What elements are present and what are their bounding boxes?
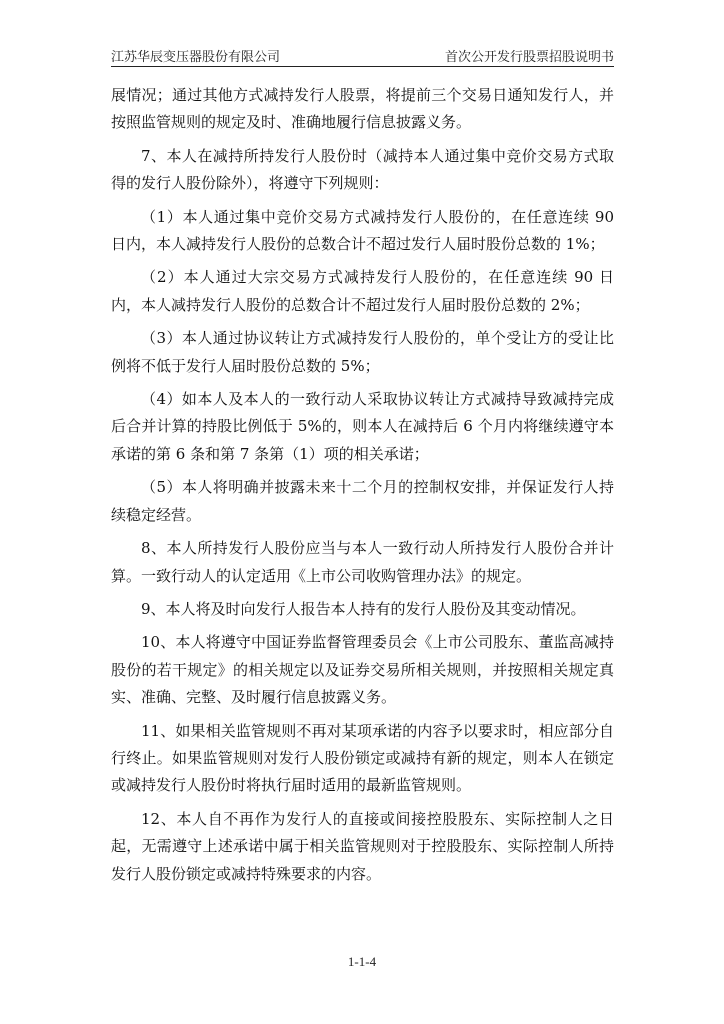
- page-number: 1-1-4: [347, 954, 377, 969]
- paragraph-item-12: 12、本人自不再作为发行人的直接或间接控股股东、实际控制人之日起，无需遵守上述承诺中属于相关监管规则对于控股股东、实际控制人所持发行人股份锁定或减持特殊要求的内容。: [111, 809, 614, 883]
- paragraph-continuation: 展情况；通过其他方式减持发行人股票，将提前三个交易日通知发行人，并按照监管规则的规定及时、准确地履行信息披露义务。: [111, 86, 614, 132]
- paragraph-item-7-2: （2）本人通过大宗交易方式减持发行人股份的，在任意连续 90 日内，本人减持发行人股份的总数合计不超过发行人届时股份总数的 2%；: [111, 268, 614, 314]
- company-name: 江苏华辰变压器股份有限公司: [111, 50, 281, 65]
- paragraph-item-8: 8、本人所持发行人股份应当与本人一致行动人所持发行人股份合并计算。一致行动人的认定适用《上市公司收购管理办法》的规定。: [111, 539, 614, 585]
- paragraph-item-9: 9、本人将及时向发行人报告本人持有的发行人股份及其变动情况。: [141, 599, 586, 618]
- paragraph-item-7-1: （1）本人通过集中竞价交易方式减持发行人股份的，在任意连续 90 日内，本人减持发行人股份的总数合计不超过发行人届时股份总数的 1%；: [111, 207, 614, 254]
- paragraph-item-11: 11、如果相关监管规则不再对某项承诺的内容予以要求时，相应部分自行终止。如果监管规则对发行人股份锁定或减持有新的规定，则本人在锁定或减持发行人股份时将执行届时适用的最新监管规则。: [111, 721, 614, 795]
- document-title: 首次公开发行股票招股说明书: [444, 50, 614, 65]
- paragraph-item-7-5: （5）本人将明确并披露未来十二个月的控制权安排，并保证发行人持续稳定经营。: [111, 478, 614, 524]
- paragraph-item-7-4: （4）如本人及本人的一致行动人采取协议转让方式减持导致减持完成后合并计算的持股比例低于 5%的，则本人在减持后 6 个月内将继续遵守本承诺的第 6 条和第 7 条第（1）项的相关承诺；: [111, 390, 614, 463]
- document-body: [111, 82, 614, 894]
- paragraph-item-7: 7、本人在减持所持发行人股份时（减持本人通过集中竞价交易方式取得的发行人股份除外），将遵守下列规则：: [111, 146, 614, 193]
- paragraph-item-10: 10、本人将遵守中国证券监督管理委员会《上市公司股东、董监高减持股份的若干规定》的相关规定以及证券交易所相关规则，并按照相关规定真实、准确、完整、及时履行信息披露义务。: [111, 633, 614, 707]
- paragraph-item-7-3: （3）本人通过协议转让方式减持发行人股份的，单个受让方的受让比例将不低于发行人届时股份总数的 5%；: [111, 329, 614, 375]
- page-header: [111, 44, 614, 67]
